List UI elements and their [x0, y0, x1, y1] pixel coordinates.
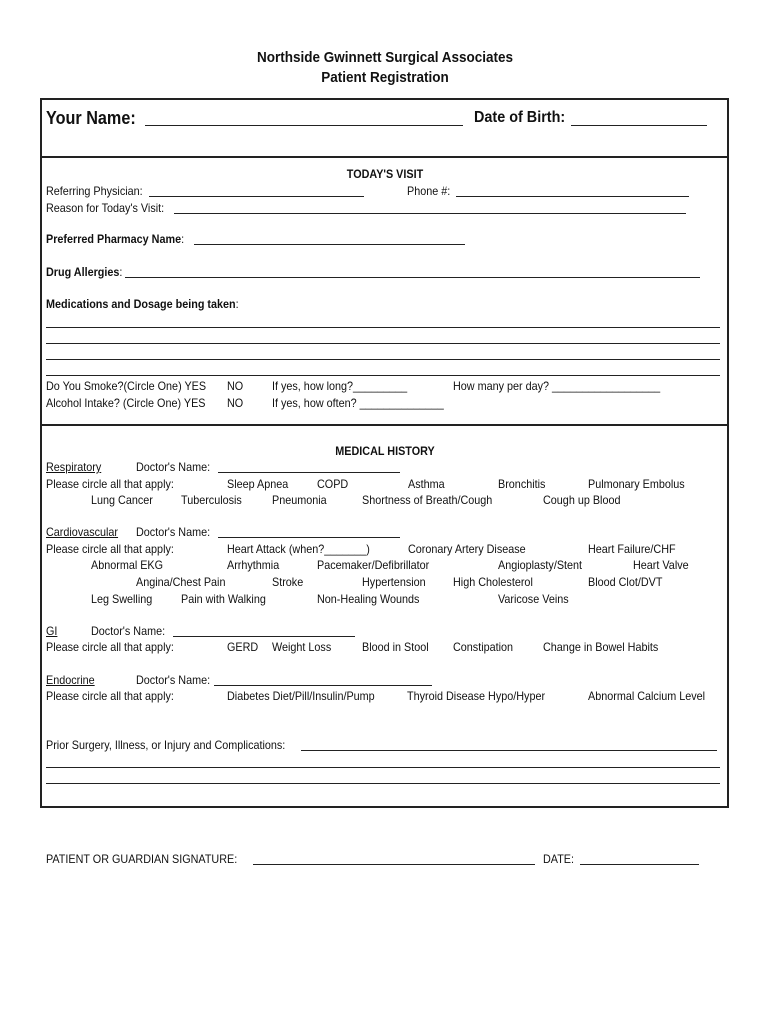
gi-doctor-label: Doctor's Name: — [91, 624, 166, 638]
your-name-field[interactable] — [145, 125, 463, 126]
smoke-per-day: How many per day? __________________ — [453, 379, 661, 393]
cardiovascular-item[interactable]: Heart Attack (when?_______) — [227, 542, 370, 556]
pharmacy-colon: : — [181, 232, 185, 246]
respiratory-item[interactable]: Cough up Blood — [543, 493, 621, 507]
dob-label: Date of Birth: — [474, 109, 566, 126]
cardiovascular-item[interactable]: Angina/Chest Pain — [136, 575, 226, 589]
cardiovascular-item[interactable]: High Cholesterol — [453, 575, 533, 589]
referring-physician-label: Referring Physician: — [46, 184, 143, 198]
respiratory-doctor-label: Doctor's Name: — [136, 460, 211, 474]
gi-item[interactable]: GERD — [227, 640, 259, 654]
respiratory-item[interactable]: Bronchitis — [498, 477, 546, 491]
cardiovascular-circle-label: Please circle all that apply: — [46, 542, 174, 556]
referring-physician-field[interactable] — [149, 196, 364, 197]
your-name-label: Your Name: — [46, 108, 136, 128]
cardiovascular-title: Cardiovascular — [46, 525, 119, 539]
respiratory-item[interactable]: Tuberculosis — [181, 493, 242, 507]
gi-item[interactable]: Weight Loss — [272, 640, 332, 654]
gi-circle-label: Please circle all that apply: — [46, 640, 174, 654]
phone-field[interactable] — [456, 196, 689, 197]
endocrine-doctor-label: Doctor's Name: — [136, 673, 211, 687]
allergies-field[interactable] — [125, 277, 700, 278]
gi-item[interactable]: Change in Bowel Habits — [543, 640, 659, 654]
prior-surgery-line-2[interactable] — [46, 767, 720, 768]
respiratory-item[interactable]: Pneumonia — [272, 493, 327, 507]
cardiovascular-item[interactable]: Pain with Walking — [181, 592, 266, 606]
endocrine-item[interactable]: Thyroid Disease Hypo/Hyper — [407, 689, 546, 703]
gi-title: GI — [46, 624, 58, 638]
respiratory-item[interactable]: Sleep Apnea — [227, 477, 289, 491]
form-title: Patient Registration — [321, 69, 449, 86]
alcohol-no: NO — [227, 396, 244, 410]
cardiovascular-item[interactable]: Coronary Artery Disease — [408, 542, 526, 556]
cardiovascular-item[interactable]: Angioplasty/Stent — [498, 558, 583, 572]
date-field[interactable] — [580, 864, 699, 865]
allergies-label: Drug Allergies — [46, 265, 120, 279]
endocrine-item[interactable]: Abnormal Calcium Level — [588, 689, 706, 703]
date-label: DATE: — [543, 852, 575, 866]
respiratory-item[interactable]: Lung Cancer — [91, 493, 153, 507]
alcohol-how-often: If yes, how often? ______________ — [272, 396, 444, 410]
endocrine-doctor-field[interactable] — [214, 685, 432, 686]
cardiovascular-doctor-field[interactable] — [218, 537, 400, 538]
endocrine-item[interactable]: Diabetes Diet/Pill/Insulin/Pump — [227, 689, 375, 703]
cardiovascular-item[interactable]: Arrhythmia — [227, 558, 280, 572]
endocrine-circle-label: Please circle all that apply: — [46, 689, 174, 703]
prior-surgery-field[interactable] — [301, 750, 717, 751]
pharmacy-field[interactable] — [194, 244, 465, 245]
respiratory-item[interactable]: Asthma — [408, 477, 445, 491]
name-dob-box — [40, 98, 729, 158]
pharmacy-label: Preferred Pharmacy Name — [46, 232, 182, 246]
respiratory-doctor-field[interactable] — [218, 472, 400, 473]
medications-line-2[interactable] — [46, 343, 720, 344]
alcohol-question: Alcohol Intake? (Circle One) YES — [46, 396, 206, 410]
smoke-question: Do You Smoke?(Circle One) YES — [46, 379, 207, 393]
reason-field[interactable] — [174, 213, 686, 214]
respiratory-item[interactable]: COPD — [317, 477, 349, 491]
cardiovascular-item[interactable]: Abnormal EKG — [91, 558, 164, 572]
respiratory-title: Respiratory — [46, 460, 102, 474]
reason-label: Reason for Today's Visit: — [46, 201, 165, 215]
cardiovascular-doctor-label: Doctor's Name: — [136, 525, 211, 539]
gi-item[interactable]: Blood in Stool — [362, 640, 429, 654]
cardiovascular-item[interactable]: Varicose Veins — [498, 592, 569, 606]
allergies-colon: : — [119, 265, 123, 279]
cardiovascular-item[interactable]: Leg Swelling — [91, 592, 153, 606]
prior-surgery-label: Prior Surgery, Illness, or Injury and Complications: — [46, 738, 286, 752]
respiratory-circle-label: Please circle all that apply: — [46, 477, 174, 491]
medications-line-4[interactable] — [46, 375, 720, 376]
medications-colon: : — [235, 297, 239, 311]
signature-label: PATIENT OR GUARDIAN SIGNATURE: — [46, 852, 238, 866]
medications-line-3[interactable] — [46, 359, 720, 360]
cardiovascular-item[interactable]: Heart Failure/CHF — [588, 542, 676, 556]
smoke-no: NO — [227, 379, 244, 393]
cardiovascular-item[interactable]: Pacemaker/Defibrillator — [317, 558, 430, 572]
endocrine-title: Endocrine — [46, 673, 95, 687]
practice-name: Northside Gwinnett Surgical Associates — [256, 49, 514, 66]
signature-field[interactable] — [253, 864, 535, 865]
respiratory-item[interactable]: Pulmonary Embolus — [588, 477, 685, 491]
prior-surgery-line-3[interactable] — [46, 783, 720, 784]
cardiovascular-item[interactable]: Stroke — [272, 575, 304, 589]
gi-doctor-field[interactable] — [173, 636, 355, 637]
todays-visit-heading: TODAY'S VISIT — [346, 167, 424, 181]
medical-history-heading: MEDICAL HISTORY — [335, 444, 435, 458]
smoke-how-long: If yes, how long?_________ — [272, 379, 408, 393]
cardiovascular-item[interactable]: Blood Clot/DVT — [588, 575, 663, 589]
cardiovascular-item[interactable]: Hypertension — [362, 575, 426, 589]
cardiovascular-item[interactable]: Non-Healing Wounds — [317, 592, 420, 606]
cardiovascular-item[interactable]: Heart Valve — [633, 558, 689, 572]
medications-label: Medications and Dosage being taken — [46, 297, 236, 311]
phone-label: Phone #: — [407, 184, 451, 198]
medications-line-1[interactable] — [46, 327, 720, 328]
gi-item[interactable]: Constipation — [453, 640, 514, 654]
dob-field[interactable] — [571, 125, 707, 126]
respiratory-item[interactable]: Shortness of Breath/Cough — [362, 493, 493, 507]
